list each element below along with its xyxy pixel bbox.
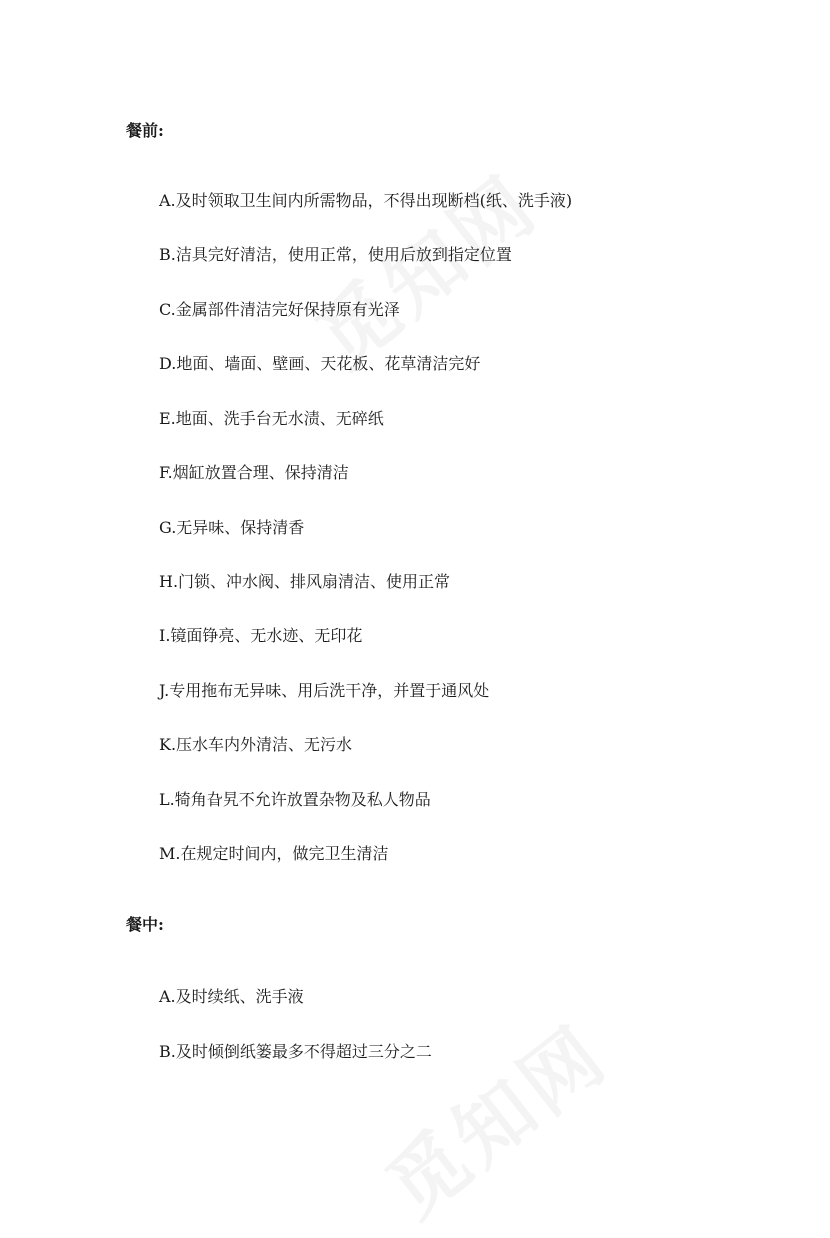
list-item: H.门锁、冲水阀、排风扇清洁、使用正常 [159, 572, 451, 591]
list-item: J.专用拖布无异味、用后洗干净，并置于通风处 [159, 681, 490, 700]
list-item: E.地面、洗手台无水渍、无碎纸 [159, 409, 384, 428]
list-item: L.犄角旮旯不允许放置杂物及私人物品 [159, 790, 431, 809]
list-item: B.洁具完好清洁，使用正常，使用后放到指定位置 [159, 245, 512, 264]
list-item: I.镜面铮亮、无水迹、无印花 [159, 626, 363, 645]
list-item: D.地面、墙面、壁画、天花板、花草清洁完好 [159, 354, 481, 373]
section-heading-during-meal: 餐中: [126, 915, 164, 934]
list-item: M.在规定时间内，做完卫生清洁 [159, 844, 389, 863]
section-heading-before-meal: 餐前: [126, 121, 164, 140]
list-item: K.压水车内外清洁、无污水 [159, 735, 353, 754]
list-item: B.及时倾倒纸篓最多不得超过三分之二 [159, 1042, 432, 1061]
list-item: C.金属部件清洁完好保持原有光泽 [159, 300, 400, 319]
watermark [360, 995, 628, 1238]
list-item: A.及时续纸、洗手液 [159, 987, 304, 1006]
list-item: F.烟缸放置合理、保持清洁 [159, 463, 349, 482]
list-item: A.及时领取卫生间内所需物品，不得出现断档(纸、洗手液) [159, 191, 573, 210]
list-item: G.无异味、保持清香 [159, 518, 305, 537]
